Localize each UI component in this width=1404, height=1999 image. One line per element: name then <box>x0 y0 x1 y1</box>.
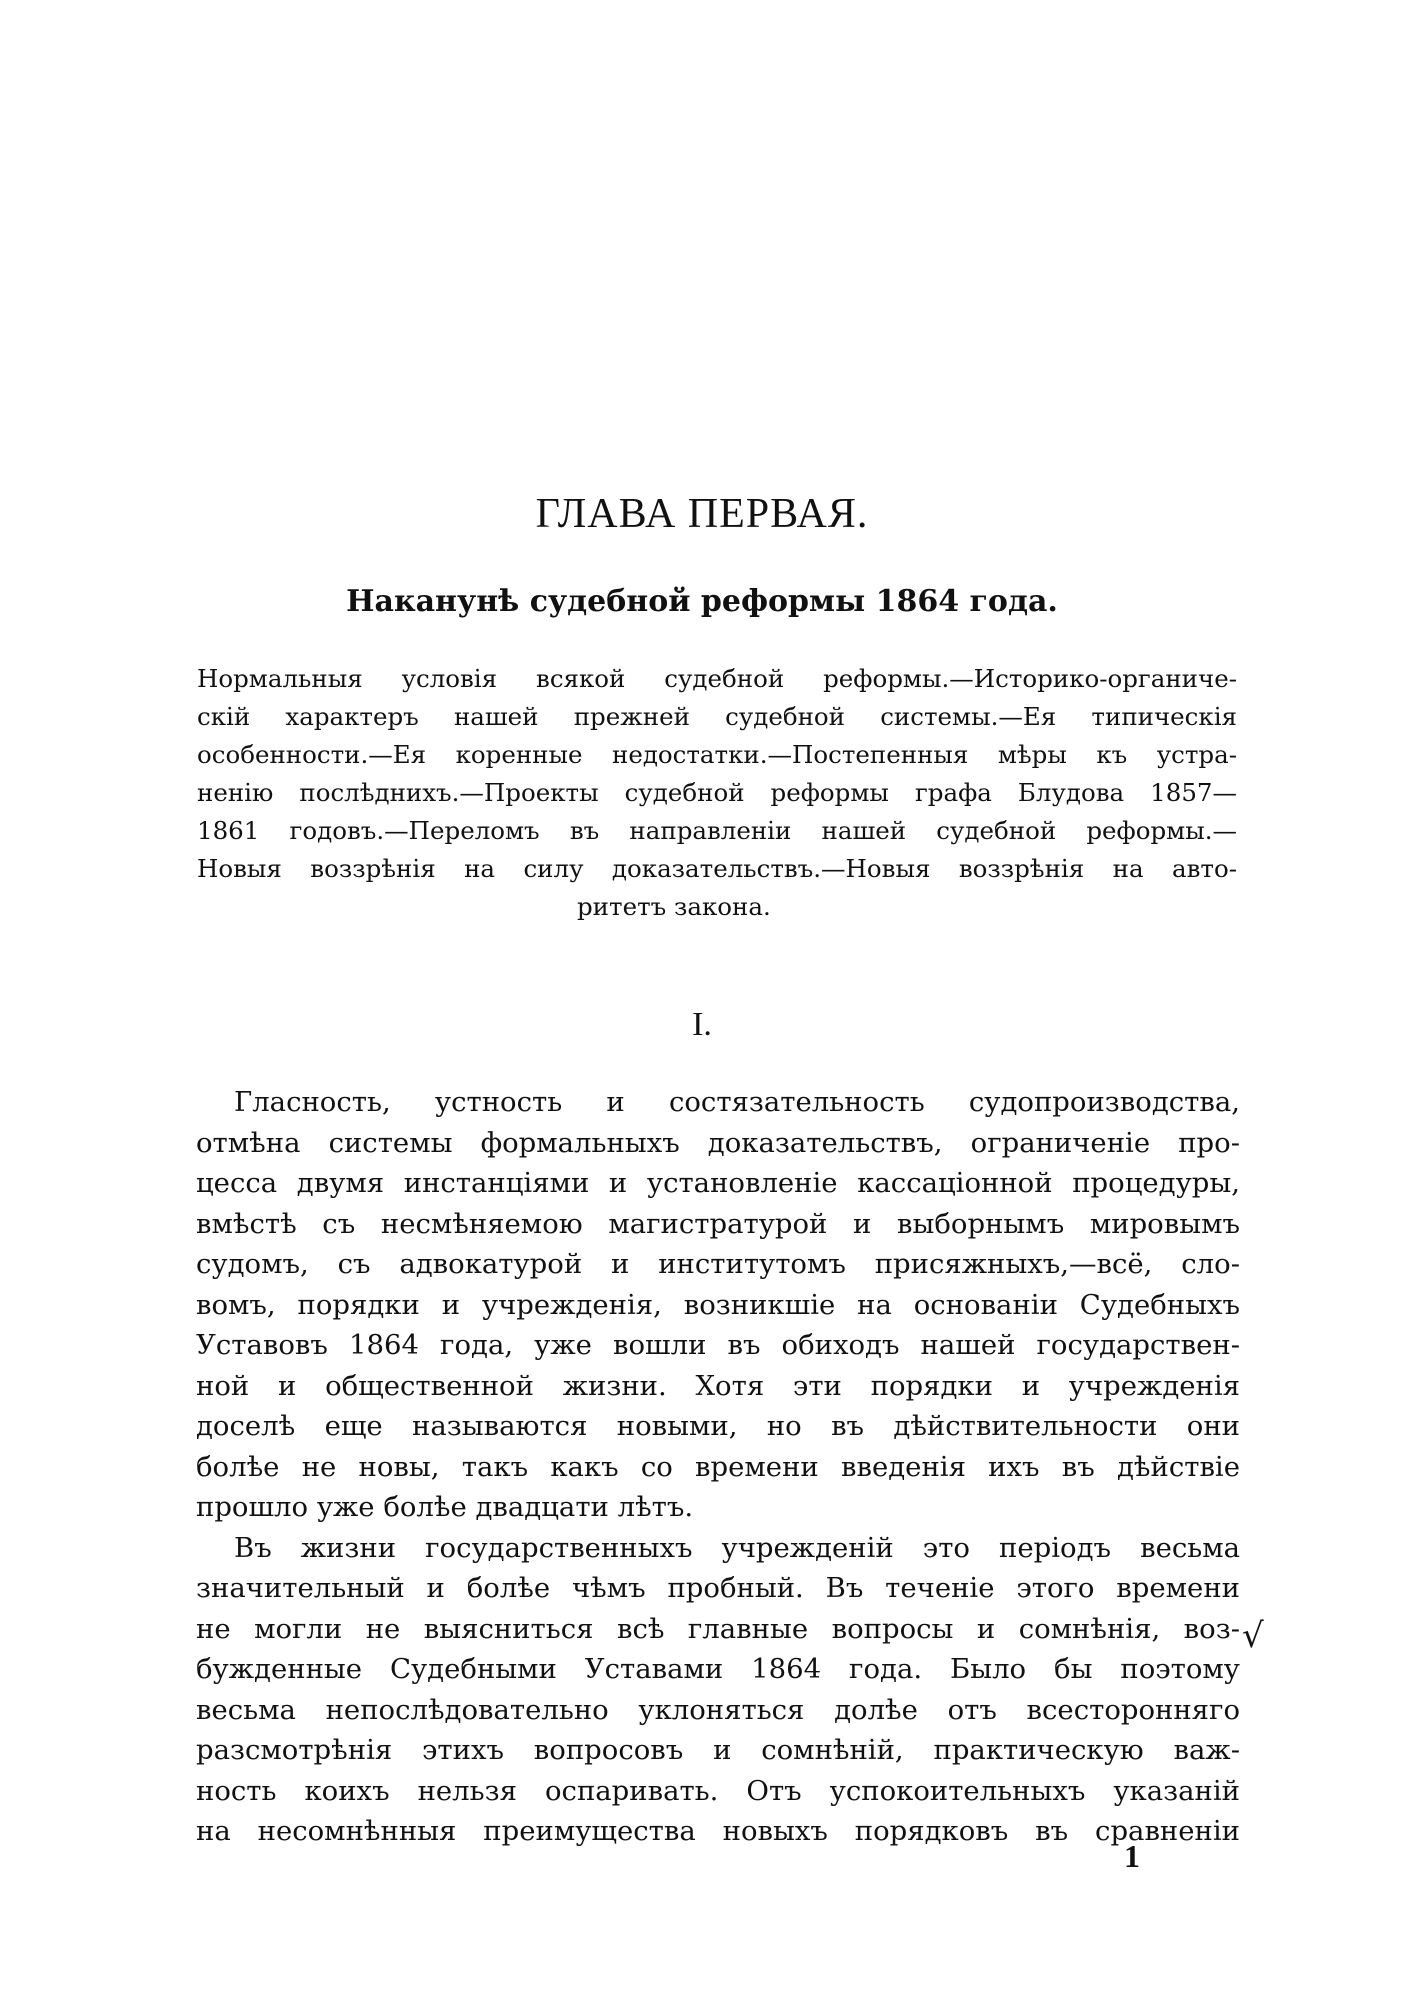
chapter-summary <box>197 660 1237 926</box>
text-line: вмѣстѣ съ несмѣняемою магистратурой и выборнымъ мировымъ <box>196 1207 1240 1240</box>
summary-line: особенности.—Ея коренные недостатки.—Постепенныя мѣры къ устра- <box>197 740 1237 769</box>
text-line: болѣе не новы, такъ какъ со времени введенія ихъ въ дѣйствіе <box>196 1450 1240 1483</box>
paragraph-1 <box>196 1082 1240 1528</box>
summary-line: ритетъ закона. <box>577 892 771 921</box>
text-line: вомъ, порядки и учрежденія, возникшіе на основаніи Судебныхъ <box>196 1288 1240 1321</box>
text-line: не могли не выясниться всѣ главные вопросы и сомнѣнія, воз- <box>196 1612 1240 1645</box>
summary-line: Нормальныя условія всякой судебной реформы.—Историко-органиче- <box>197 664 1237 693</box>
summary-line: скій характеръ нашей прежней судебной системы.—Ея типическія <box>197 702 1237 731</box>
text-line: Гласность, устность и состязательность судопроизводства, <box>234 1086 1240 1118</box>
text-line: ность коихъ нельзя оспаривать. Отъ успокоительныхъ указаній <box>196 1774 1240 1807</box>
text-line: прошло уже болѣе двадцати лѣтъ. <box>196 1491 694 1523</box>
text-line: значительный и болѣе чѣмъ пробный. Въ теченіе этого времени <box>196 1572 1240 1604</box>
summary-line: Новыя воззрѣнія на силу доказательствъ.—Новыя воззрѣнія на авто- <box>197 854 1237 883</box>
page-number: 1 <box>1124 1838 1140 1874</box>
text-line: цесса двумя инстанціями и установленіе кассаціонной процедуры, <box>196 1167 1240 1199</box>
text-line: на несомнѣнныя преимущества новыхъ порядковъ въ сравненіи <box>196 1815 1240 1847</box>
text-line: Въ жизни государственныхъ учрежденій это періодъ весьма <box>234 1531 1240 1564</box>
body-text <box>196 1082 1240 1852</box>
chapter-subtitle: Наканунѣ судебной реформы 1864 года. <box>346 584 1058 619</box>
text-line: доселѣ еще называются новыми, но въ дѣйствительности они <box>196 1410 1240 1442</box>
text-line: весьма непослѣдовательно уклоняться долѣе отъ всесторонняго <box>196 1693 1240 1726</box>
text-line: ной и общественной жизни. Хотя эти порядки и учрежденія <box>196 1369 1240 1402</box>
chapter-title: ГЛАВА ПЕРВАЯ. <box>535 491 869 537</box>
margin-checkmark: √ <box>1242 1616 1264 1656</box>
text-line: бужденные Судебными Уставами 1864 года. Было бы поэтому <box>196 1653 1240 1685</box>
text-line: Уставовъ 1864 года, уже вошли въ обиходъ нашей государствен- <box>196 1329 1240 1361</box>
summary-line: 1861 годовъ.—Переломъ въ направленіи нашей судебной реформы.— <box>197 816 1237 845</box>
text-line: судомъ, съ адвокатурой и институтомъ присяжныхъ,—всё, сло- <box>196 1248 1240 1280</box>
paragraph-2 <box>196 1528 1240 1852</box>
text-line: отмѣна системы формальныхъ доказательствъ, ограниченіе про- <box>196 1126 1240 1159</box>
text-line: разсмотрѣнія этихъ вопросовъ и сомнѣній, практическую важ- <box>196 1734 1240 1766</box>
section-number: I. <box>692 1006 712 1043</box>
summary-line: ненію послѣднихъ.—Проекты судебной реформы графа Блудова 1857— <box>197 778 1237 807</box>
